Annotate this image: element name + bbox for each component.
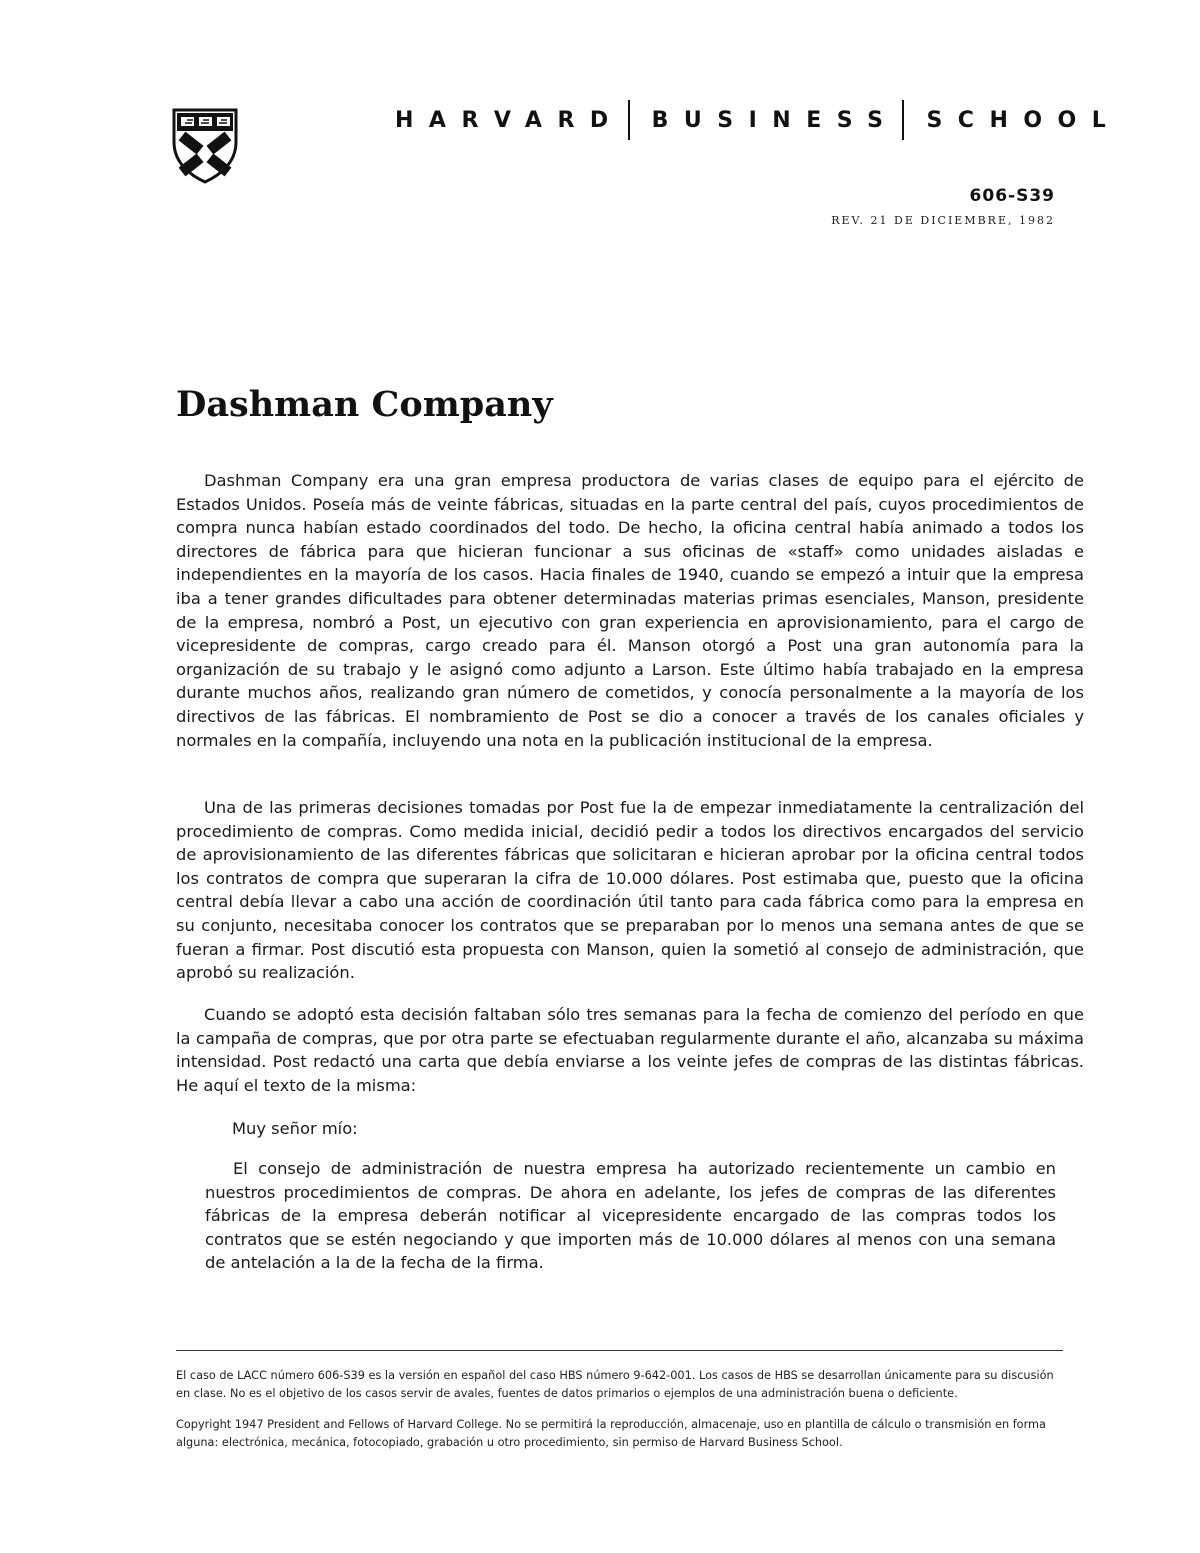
body-paragraph: Dashman Company era una gran empresa productora de varias clases de equipo para el ejército de Estados Unidos. Poseía más de veinte fábricas, situadas en la parte central del país, cuyos procedimientos de compra nunca habían estado coordinados del todo. De hecho, la oficina central había animado a todos los directores de fábrica para que hicieran funcionar a sus oficinas de «staff» como unidades aisladas e independientes en la mayoría de los casos. Hacia finales de 1940, cuando se empezó a intuir que la empresa iba a tener grandes dificultades para obtener determinadas materias primas esenciales, Manson, presidente de la empresa, nombró a Post, un ejecutivo con gran experiencia en aprovisionamiento, para el cargo de vicepresidente de compras, cargo creado para él. Manson otorgó a Post una gran autonomía para la organización de su trabajo y le asignó como adjunto a Larson. Este último había trabajado en la empresa durante muchos años, realizando gran número de cometidos, y conocía personalmente a la mayoría de los directivos de las fábricas. El nombramiento de Post se dio a conocer a través de los canales oficiales y normales en la compañía, incluyendo una nota en la publicación institucional de la empresa. — [176, 471, 1084, 750]
masthead-word: SCHOOL — [926, 107, 1122, 133]
masthead-divider — [902, 100, 904, 140]
masthead — [395, 100, 1121, 140]
copyright-notice: Copyright 1947 President and Fellows of Harvard College. No se permitirá la reproducción, almacenaje, uso en plantilla de cálculo o transmisión en forma alguna: electrónica, mecánica, fotocopiado, grabación u otro procedimiento, sin permiso de Harvard Business School. — [176, 1418, 1046, 1449]
footnote-divider — [176, 1350, 1063, 1351]
masthead-word: HARVARD — [395, 107, 624, 133]
case-number: 606-S39 — [969, 186, 1055, 206]
letter-paragraph: El consejo de administración de nuestra empresa ha autorizado recientemente un cambio en nuestros procedimientos de compras. De ahora en adelante, los jefes de compras de las diferentes fábricas de la empresa deberán notificar al vicepresidente encargado de las compras todos los contratos que se estén negociando y que importen más de 10.000 dólares al menos con una semana de antelación a la de la fecha de la firma. — [205, 1159, 1056, 1273]
masthead-divider — [628, 100, 630, 140]
body-paragraph: Una de las primeras decisiones tomadas por Post fue la de empezar inmediatamente la centralización del procedimiento de compras. Como medida inicial, decidió pedir a todos los directivos encargados del servicio de aprovisionamiento de las diferentes fábricas que solicitaran e hicieran aprobar por la oficina central todos los contratos de compra que superaran la cifra de 10.000 dólares. Post estimaba que, puesto que la oficina central debía llevar a cabo una acción de coordinación útil tanto para cada fábrica como para la empresa en su conjunto, necesitaba conocer los contratos que se preparaban por lo menos una semana antes de que se fueran a firmar. Post discutió esta propuesta con Manson, quien la sometió al consejo de administración, que aprobó su realización. — [176, 798, 1084, 983]
harvard-shield-icon — [172, 108, 238, 184]
masthead-word: BUSINESS — [651, 107, 899, 133]
body-paragraph: Cuando se adoptó esta decisión faltaban sólo tres semanas para la fecha de comienzo del período en que la campaña de compras, que por otra parte se efectuaban regularmente durante el año, alcanzaba su máxima intensidad. Post redactó una carta que debía enviarse a los veinte jefes de compras de las distintas fábricas. He aquí el texto de la misma: — [176, 1005, 1084, 1095]
revision-date: REV. 21 DE DICIEMBRE, 1982 — [831, 214, 1055, 227]
document-title: Dashman Company — [176, 384, 553, 425]
footnote: El caso de LACC número 606-S39 es la versión en español del caso HBS número 9-642-001. Los casos de HBS se desarrollan únicamente para su discusión en clase. No es el objetivo de los casos servir de avales, fuentes de datos primarios o ejemplos de una administración buena o deficiente. — [176, 1369, 1054, 1400]
letter-salutation: Muy señor mío: — [232, 1119, 358, 1138]
